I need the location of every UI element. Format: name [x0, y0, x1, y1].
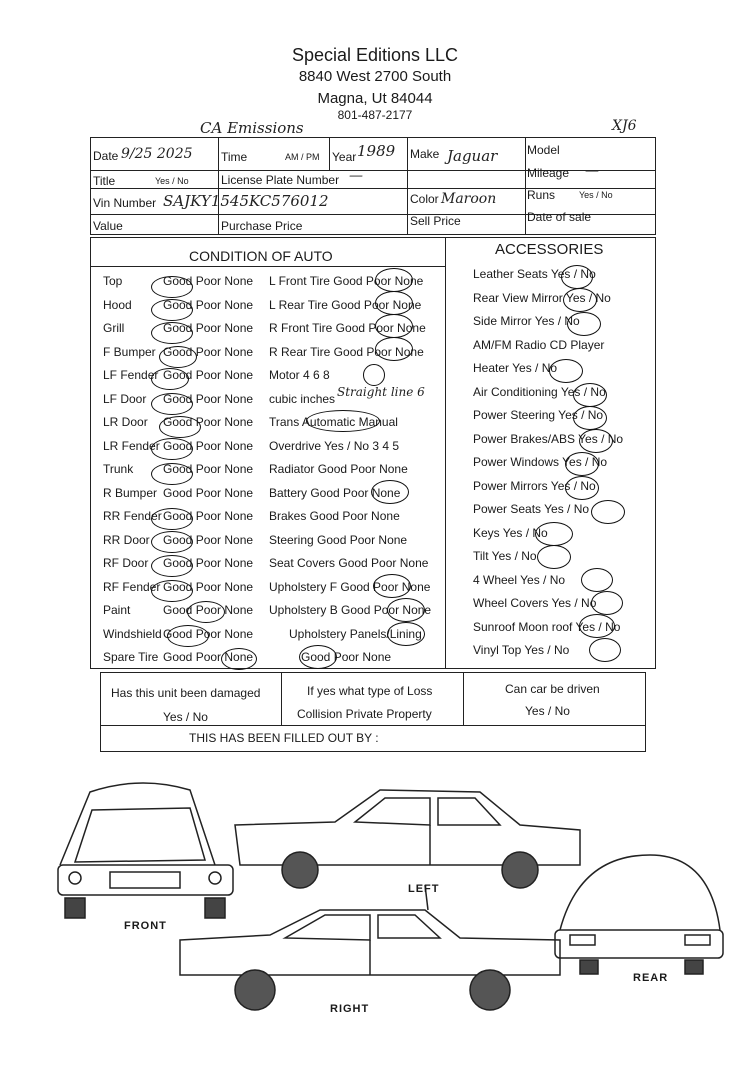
condition-row-label: RF Door	[103, 556, 149, 570]
date-of-sale-label: Date of sale	[527, 210, 592, 224]
condition-row-label: RR Fender	[103, 509, 162, 523]
condition-row-label: Paint	[103, 603, 131, 617]
condition-row-label: LF Fender	[103, 368, 159, 382]
front-label: FRONT	[124, 920, 167, 932]
condition-row-options: Good Poor None	[163, 603, 254, 617]
mileage-label: Mileage	[527, 166, 570, 180]
title-yesno: Yes / No	[155, 176, 189, 186]
condition-row-label: RF Fender	[103, 579, 161, 594]
selection-circle	[159, 416, 201, 438]
right-label: RIGHT	[330, 1003, 370, 1015]
selection-circle	[589, 638, 621, 662]
condition-row-options: Good Poor None	[163, 415, 254, 429]
selection-circle	[579, 614, 615, 638]
date-label: Date	[93, 149, 119, 163]
selection-circle	[591, 500, 625, 524]
selection-circle	[565, 452, 599, 476]
model-label: Model	[527, 143, 560, 157]
value-label: Value	[93, 219, 123, 233]
condition-row-options: Good Poor None	[163, 556, 254, 570]
accessory-item: Rear View Mirror Yes / No	[473, 290, 611, 305]
condition-row-label: RR Door	[103, 532, 150, 547]
selection-circle	[151, 580, 193, 602]
selection-circle	[375, 337, 413, 361]
selection-circle	[567, 312, 601, 336]
selection-circle	[591, 591, 623, 615]
vehicle-info-table	[90, 137, 656, 235]
rear-label: REAR	[633, 972, 669, 984]
selection-circle	[535, 522, 573, 546]
selection-circle	[581, 568, 613, 592]
selection-circle	[151, 463, 193, 485]
selection-circle	[306, 410, 380, 432]
condition-row-options: Good Poor None	[163, 509, 254, 523]
selection-circle	[151, 531, 193, 553]
company-phone: 801-487-2177	[337, 108, 413, 122]
selection-circle	[573, 406, 607, 430]
selection-circle	[573, 383, 607, 407]
selection-circle	[151, 393, 193, 415]
condition-mid-item: cubic inches	[269, 391, 336, 406]
condition-row-label: Top	[103, 274, 123, 288]
handwritten-note: CA Emissions	[200, 119, 304, 137]
mileage-value: —	[585, 163, 599, 179]
damage-box	[100, 672, 646, 752]
condition-row-options: Good Poor None	[163, 438, 254, 453]
selection-circle	[151, 368, 189, 390]
accessories-title: ACCESSORIES	[495, 241, 604, 258]
condition-mid-item: R Front Tire Good Poor None	[269, 321, 426, 335]
condition-row-options: Good Poor None	[163, 462, 254, 476]
condition-row-label: LR Fender	[103, 438, 160, 453]
selection-circle	[363, 364, 385, 386]
company-address: 8840 West 2700 South	[298, 68, 452, 85]
selection-circle	[549, 359, 583, 383]
condition-mid-item: L Rear Tire Good Poor None	[269, 297, 422, 312]
selection-circle	[371, 480, 409, 504]
company-city: Magna, Ut 84044	[317, 90, 433, 107]
selection-circle	[561, 265, 593, 289]
date-value: 9/25 2025	[121, 146, 193, 162]
condition-mid-item: Steering Good Poor None	[269, 532, 408, 547]
condition-title: CONDITION OF AUTO	[189, 248, 333, 264]
condition-row-options: Good Poor None	[163, 391, 254, 406]
selection-circle	[565, 476, 599, 500]
condition-row-label: F Bumper	[103, 344, 156, 359]
selection-circle	[375, 314, 413, 338]
right-view-car	[180, 885, 560, 1010]
accessory-item: Power Steering Yes / No	[473, 408, 604, 422]
selection-circle	[151, 508, 193, 530]
selection-circle	[151, 276, 193, 298]
selection-circle	[563, 288, 597, 312]
selection-circle	[151, 299, 193, 321]
condition-table	[90, 237, 656, 669]
make-value: Jaguar	[447, 147, 498, 165]
selection-circle	[151, 322, 193, 344]
selection-circle	[387, 598, 425, 622]
selection-circle	[167, 625, 209, 647]
damaged-yesno: Yes / No	[163, 710, 208, 724]
condition-row-label: R Bumper	[103, 485, 158, 500]
condition-row-label: LF Door	[103, 391, 147, 406]
left-label: LEFT	[408, 883, 440, 895]
selection-circle	[151, 555, 193, 577]
car-diagram	[30, 770, 730, 1040]
company-name: Special Editions LLC	[291, 45, 459, 65]
condition-mid-item: Upholstery F Good Poor None	[269, 579, 431, 594]
selection-circle	[375, 268, 413, 292]
accessory-item: Heater Yes / No	[473, 361, 558, 375]
loss-question: If yes what type of Loss	[307, 684, 433, 698]
purchase-price-label: Purchase Price	[221, 219, 303, 233]
condition-row-label: Grill	[103, 321, 125, 335]
rear-view-car	[555, 855, 723, 974]
selection-circle	[387, 622, 425, 646]
runs-label: Runs	[527, 188, 556, 202]
accessory-item: Tilt Yes / No	[473, 549, 537, 563]
filled-by-label: THIS HAS BEEN FILLED OUT BY :	[189, 731, 379, 745]
condition-mid-item: Radiator Good Poor None	[269, 462, 408, 476]
condition-mid-item: Brakes Good Poor None	[269, 509, 400, 523]
condition-mid-item: Battery Good Poor None	[269, 485, 401, 500]
runs-yesno: Yes / No	[579, 190, 613, 200]
cubic-inches-value: Straight line 6	[337, 385, 425, 399]
selection-circle	[159, 346, 197, 368]
condition-row-label: Windshield	[103, 626, 162, 641]
accessory-item: AM/FM Radio CD Player	[473, 337, 605, 352]
driven-yesno: Yes / No	[525, 704, 570, 718]
condition-row-label: LR Door	[103, 415, 148, 429]
driven-question: Can car be driven	[505, 682, 600, 696]
selection-circle	[151, 438, 193, 460]
accessory-item: Side Mirror Yes / No	[473, 314, 580, 328]
accessory-item: Power Seats Yes / No	[473, 502, 590, 516]
condition-mid-item: Upholstery Panels/Lining	[289, 626, 422, 641]
condition-row-options: Good Poor None	[163, 297, 254, 312]
selection-circle	[373, 574, 411, 598]
condition-row-options: Good Poor None	[163, 532, 254, 547]
condition-mid-item: Upholstery B Good Poor None	[269, 603, 432, 617]
accessory-item: Leather Seats Yes / No	[473, 267, 596, 281]
condition-mid-item: Trans Automatic Manual	[269, 415, 398, 429]
color-label: Color	[410, 192, 439, 206]
condition-mid-item: Seat Covers Good Poor None	[269, 556, 429, 570]
accessory-item: Power Windows Yes / No	[473, 455, 608, 469]
condition-mid-item: Motor 4 6 8	[269, 368, 330, 382]
sell-price-label: Sell Price	[410, 214, 461, 228]
condition-row-options: Good Poor None	[163, 579, 254, 594]
left-view-car	[235, 790, 580, 888]
title-label: Title	[93, 174, 116, 188]
plate-label: License Plate Number	[221, 173, 340, 187]
plate-value: —	[349, 168, 363, 184]
accessory-item: Sunroof Moon roof Yes / No	[473, 619, 621, 634]
accessory-item: Keys Yes / No	[473, 525, 548, 540]
accessory-item: Wheel Covers Yes / No	[473, 596, 597, 610]
condition-row-options: Good Poor None	[163, 368, 254, 382]
selection-circle	[221, 648, 257, 670]
accessory-item: Power Mirrors Yes / No	[473, 478, 596, 493]
accessory-item: Air Conditioning Yes / No	[473, 384, 606, 399]
selection-circle	[187, 601, 225, 623]
condition-mid-item: Overdrive Yes / No 3 4 5	[269, 438, 400, 453]
accessory-item: 4 Wheel Yes / No	[473, 572, 566, 587]
car-sketches	[30, 770, 730, 1040]
condition-row-options: Good Poor None	[163, 344, 254, 359]
ampm-label: AM / PM	[285, 152, 320, 162]
condition-mid-item: L Front Tire Good Poor None	[269, 274, 424, 288]
condition-mid-item: Good Poor None	[301, 650, 392, 664]
year-value: 1989	[357, 142, 396, 160]
selection-circle	[579, 429, 613, 453]
make-label: Make	[410, 147, 440, 161]
selection-circle	[537, 545, 571, 569]
condition-row-label: Spare Tire	[103, 650, 159, 664]
condition-row-label: Hood	[103, 297, 132, 312]
handwritten-model: XJ6	[612, 118, 637, 134]
vin-label: Vin Number	[93, 196, 157, 210]
condition-row-options: Good Poor None	[163, 626, 254, 641]
vin-value: SAJKY1545KC576012	[163, 192, 329, 210]
condition-row-options: Good Poor None	[163, 650, 254, 664]
accessory-item: Power Brakes/ABS Yes / No	[473, 431, 624, 446]
time-label: Time	[221, 150, 248, 164]
loss-types: Collision Private Property	[297, 707, 432, 721]
front-view-car	[58, 783, 233, 918]
damaged-question: Has this unit been damaged	[111, 686, 261, 700]
selection-circle	[375, 291, 413, 315]
condition-row-label: Trunk	[103, 462, 134, 476]
condition-row-options: Good Poor None	[163, 274, 254, 288]
year-label: Year	[332, 150, 357, 164]
accessory-item: Vinyl Top Yes / No	[473, 643, 570, 657]
selection-circle	[299, 645, 337, 669]
condition-row-options: Good Poor None	[163, 321, 254, 335]
condition-mid-item: R Rear Tire Good Poor None	[269, 344, 424, 359]
color-value: Maroon	[441, 191, 497, 207]
condition-row-options: Good Poor None	[163, 485, 254, 500]
